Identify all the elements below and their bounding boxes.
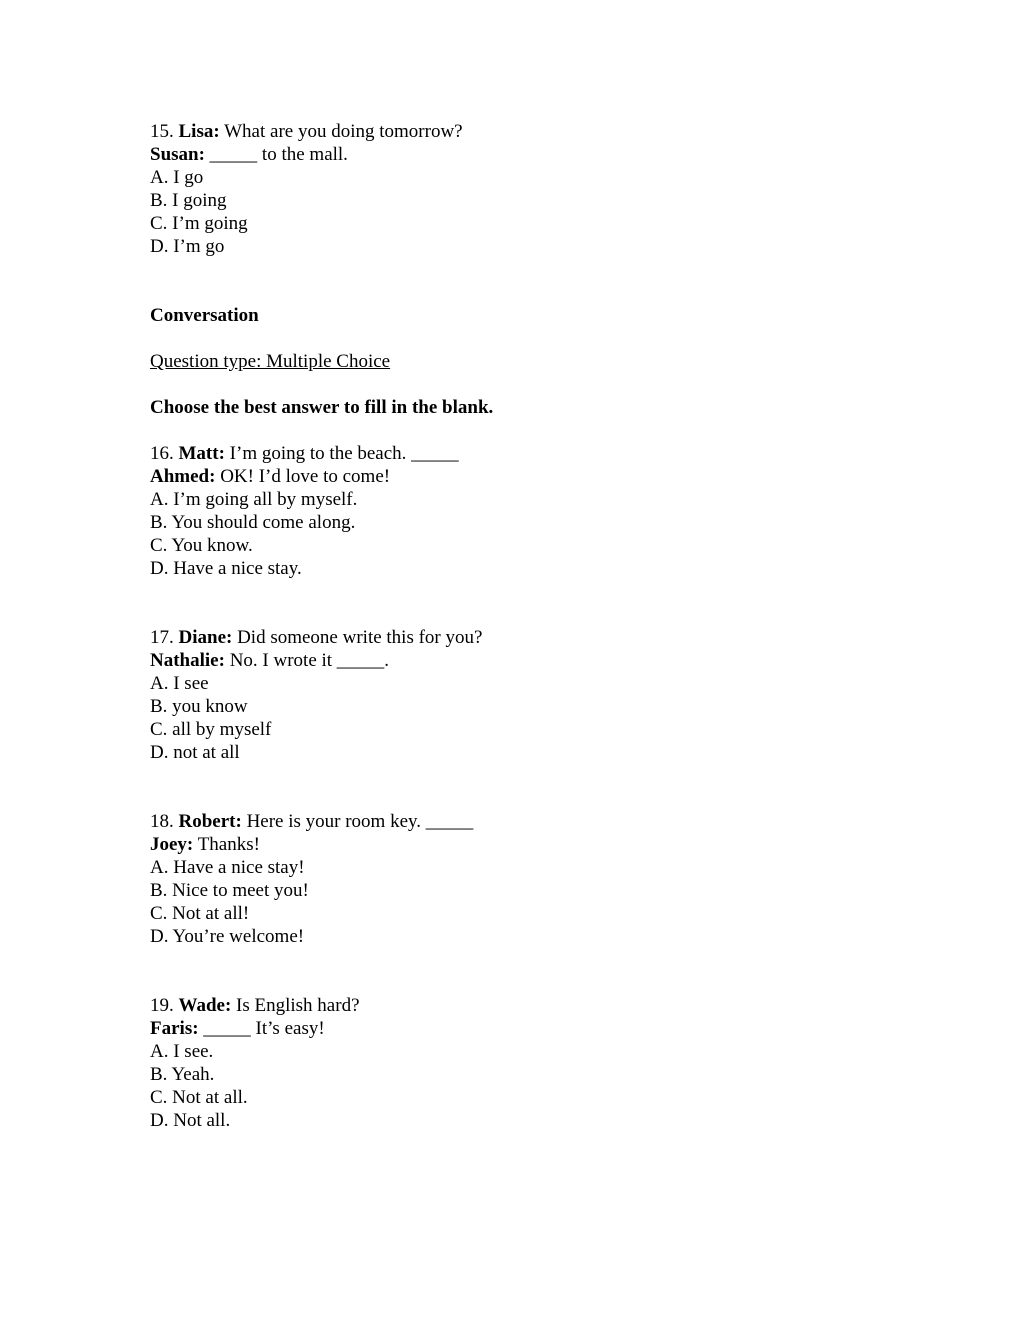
q17-option-a: A. I see xyxy=(150,673,209,694)
q18-option-c: C. Not at all! xyxy=(150,903,250,924)
q17-option-c: C. all by myself xyxy=(150,719,272,740)
q19-option-c: C. Not at all. xyxy=(150,1087,248,1108)
q18-line2: Thanks! xyxy=(197,834,260,855)
q19-option-d: D. Not all. xyxy=(150,1110,231,1131)
q18-speaker2: Joey: xyxy=(150,834,194,855)
q16-speaker1: Matt: xyxy=(178,443,225,464)
q15-number: 15. xyxy=(150,121,174,142)
q15-speaker2: Susan: xyxy=(150,144,205,165)
q16-line2: OK! I’d love to come! xyxy=(220,466,391,487)
q15-option-b: B. I going xyxy=(150,190,227,211)
q15-speaker1: Lisa: xyxy=(178,121,220,142)
q17-number: 17. xyxy=(150,627,174,648)
q18-reply xyxy=(150,833,260,856)
q16-line1: I’m going to the beach. _____ xyxy=(229,443,459,464)
q16-option-c: C. You know. xyxy=(150,535,253,556)
q17-line1: Did someone write this for you? xyxy=(237,627,483,648)
q16-option-d: D. Have a nice stay. xyxy=(150,558,302,579)
q15-reply xyxy=(150,143,348,166)
q17-speaker1: Diane: xyxy=(178,627,233,648)
q17-reply xyxy=(150,649,389,672)
q15-option-c: C. I’m going xyxy=(150,213,248,234)
q17-line2: No. I wrote it _____. xyxy=(229,650,390,671)
q19-speaker2: Faris: xyxy=(150,1018,199,1039)
q18-line1: Here is your room key. _____ xyxy=(246,811,474,832)
question-type: Question type: Multiple Choice xyxy=(150,351,391,372)
q18-option-b: B. Nice to meet you! xyxy=(150,880,309,901)
q15-line2: _____ to the mall. xyxy=(209,144,348,165)
q19-reply xyxy=(150,1017,325,1040)
q17-option-d: D. not at all xyxy=(150,742,240,763)
q17-speaker2: Nathalie: xyxy=(150,650,225,671)
q16-reply xyxy=(150,465,390,488)
q16-speaker2: Ahmed: xyxy=(150,466,216,487)
q19-option-b: B. Yeah. xyxy=(150,1064,215,1085)
q18-number: 18. xyxy=(150,811,174,832)
q18-prompt xyxy=(150,810,473,833)
q19-option-a: A. I see. xyxy=(150,1041,214,1062)
q18-option-d: D. You’re welcome! xyxy=(150,926,305,947)
q17-option-b: B. you know xyxy=(150,696,248,717)
q17-prompt xyxy=(150,626,482,649)
q15-option-d: D. I’m go xyxy=(150,236,225,257)
q18-option-a: A. Have a nice stay! xyxy=(150,857,305,878)
q15-option-a: A. I go xyxy=(150,167,204,188)
q19-number: 19. xyxy=(150,995,174,1016)
q15-prompt xyxy=(150,120,463,143)
section-heading: Conversation xyxy=(150,305,259,326)
q15-line1: What are you doing tomorrow? xyxy=(224,121,463,142)
q16-option-b: B. You should come along. xyxy=(150,512,356,533)
q19-prompt xyxy=(150,994,360,1017)
q19-line2: _____ It’s easy! xyxy=(203,1018,325,1039)
q16-option-a: A. I’m going all by myself. xyxy=(150,489,358,510)
instruction: Choose the best answer to fill in the blank. xyxy=(150,397,494,418)
q18-speaker1: Robert: xyxy=(178,811,242,832)
q16-number: 16. xyxy=(150,443,174,464)
q19-speaker1: Wade: xyxy=(178,995,232,1016)
q19-line1: Is English hard? xyxy=(236,995,360,1016)
q16-prompt xyxy=(150,442,459,465)
